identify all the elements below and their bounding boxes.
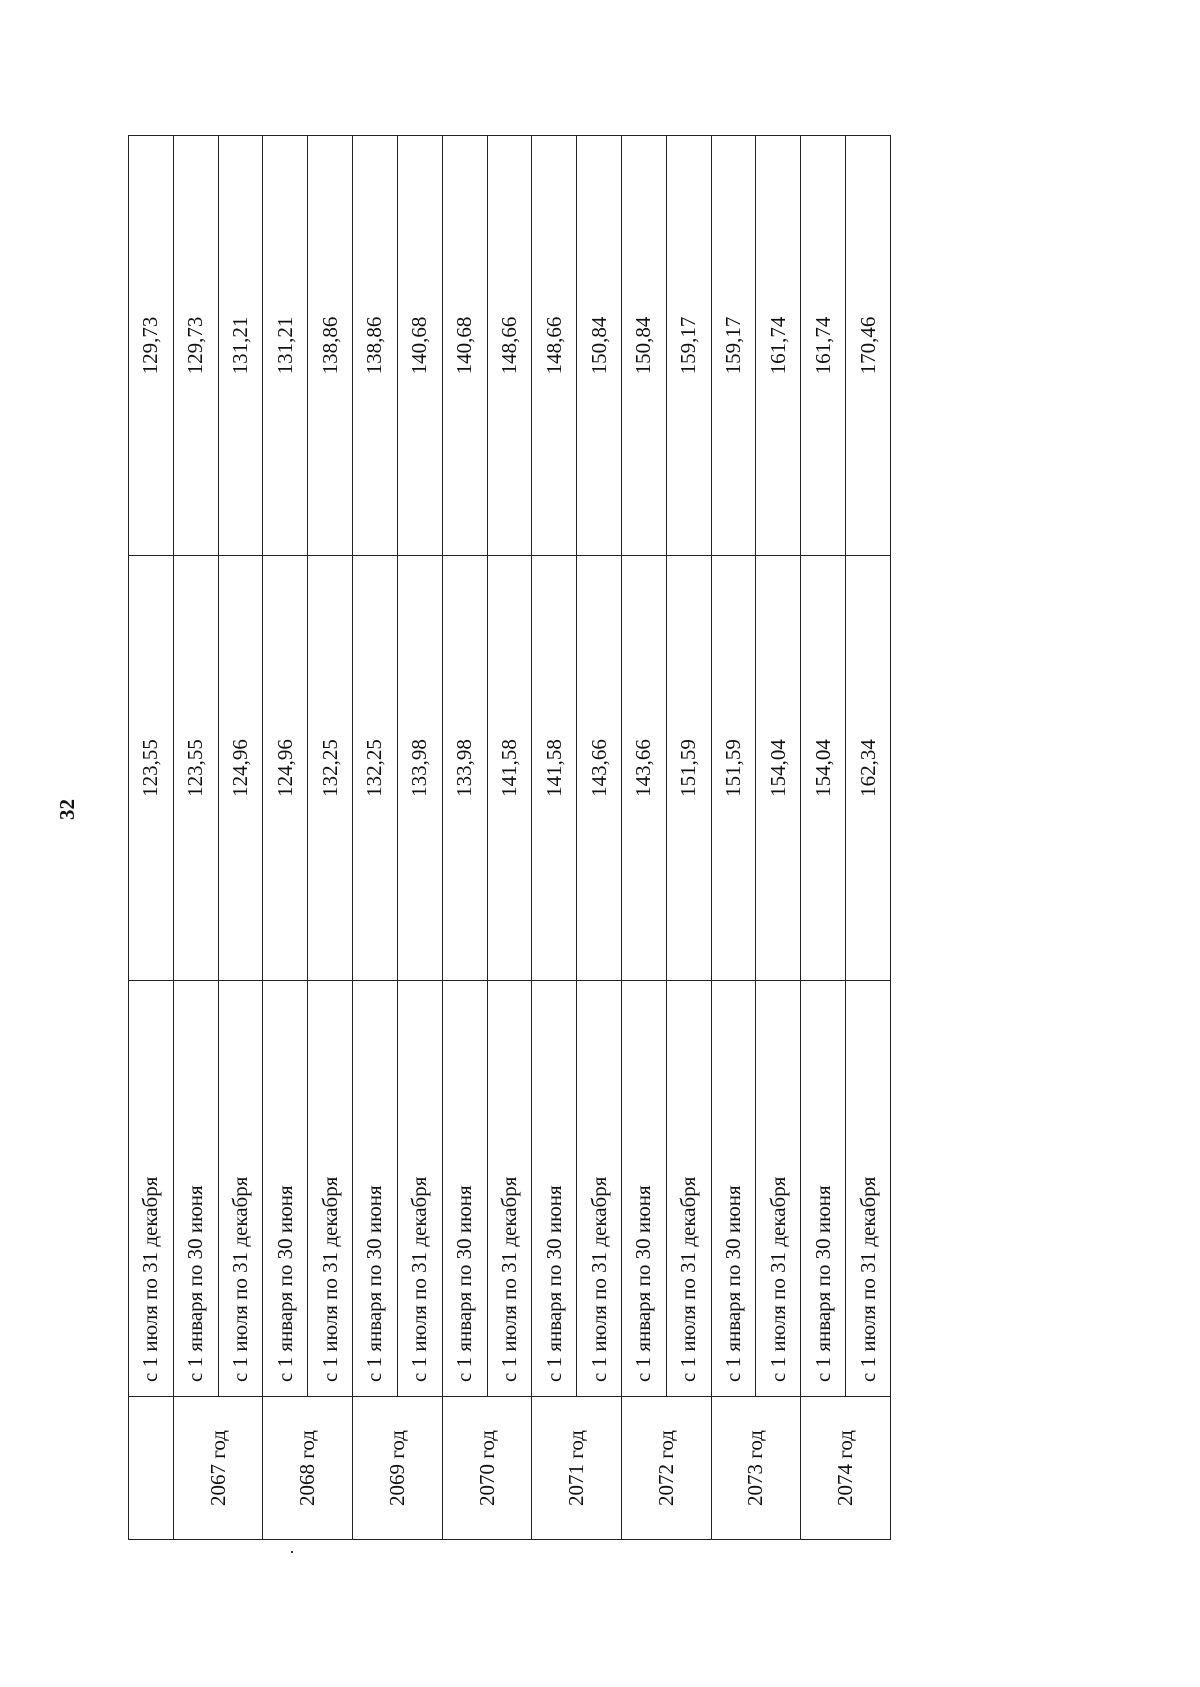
- table-row: [577, 136, 622, 1540]
- year-cell: 2074 год: [801, 1397, 891, 1540]
- value-cell: 123,55: [173, 556, 218, 981]
- value-cell: 129,73: [173, 136, 218, 556]
- period-cell: с 1 июля по 31 декабря: [846, 981, 891, 1397]
- table-row: [621, 136, 666, 1540]
- period-cell: с 1 января по 30 июня: [173, 981, 218, 1397]
- value-cell: 159,17: [666, 136, 711, 556]
- value-cell: 138,86: [353, 136, 398, 556]
- value-cell: 159,17: [711, 136, 756, 556]
- value-cell: 141,58: [487, 556, 532, 981]
- value-cell: 151,59: [666, 556, 711, 981]
- period-cell: с 1 января по 30 июня: [621, 981, 666, 1397]
- rates-table: [128, 135, 891, 1540]
- table-row: [487, 136, 532, 1540]
- value-cell: 131,21: [263, 136, 308, 556]
- value-cell: 138,86: [308, 136, 353, 556]
- table-row: [666, 136, 711, 1540]
- table-row: [442, 136, 487, 1540]
- value-cell: 161,74: [801, 136, 846, 556]
- value-cell: 143,66: [577, 556, 622, 981]
- period-cell: с 1 января по 30 июня: [353, 981, 398, 1397]
- table-row: [711, 136, 756, 1540]
- year-cell: 2071 год: [532, 1397, 622, 1540]
- year-cell: 2069 год: [353, 1397, 443, 1540]
- value-cell: 132,25: [353, 556, 398, 981]
- value-cell: 140,68: [442, 136, 487, 556]
- rates-table-container: [128, 136, 891, 1540]
- value-cell: 150,84: [621, 136, 666, 556]
- value-cell: 170,46: [846, 136, 891, 556]
- value-cell: 133,98: [397, 556, 442, 981]
- table-row: [308, 136, 353, 1540]
- period-cell: с 1 июля по 31 декабря: [308, 981, 353, 1397]
- table-row: [173, 136, 218, 1540]
- year-cell: 2068 год: [263, 1397, 353, 1540]
- value-cell: 161,74: [756, 136, 801, 556]
- value-cell: 133,98: [442, 556, 487, 981]
- table-row: [353, 136, 398, 1540]
- table-row: [397, 136, 442, 1540]
- period-cell: с 1 января по 30 июня: [801, 981, 846, 1397]
- value-cell: 148,66: [532, 136, 577, 556]
- table-row: [756, 136, 801, 1540]
- table-row: [218, 136, 263, 1540]
- year-cell: 2073 год: [711, 1397, 801, 1540]
- value-cell: 154,04: [801, 556, 846, 981]
- scan-speck: [291, 1551, 293, 1553]
- value-cell: 131,21: [218, 136, 263, 556]
- table-row: [532, 136, 577, 1540]
- period-cell: с 1 июля по 31 декабря: [129, 981, 174, 1397]
- year-cell: 2072 год: [621, 1397, 711, 1540]
- year-cell: 2067 год: [173, 1397, 263, 1540]
- value-cell: 123,55: [129, 556, 174, 981]
- value-cell: 140,68: [397, 136, 442, 556]
- value-cell: 148,66: [487, 136, 532, 556]
- table-row: [263, 136, 308, 1540]
- period-cell: с 1 января по 30 июня: [711, 981, 756, 1397]
- value-cell: 129,73: [129, 136, 174, 556]
- value-cell: 151,59: [711, 556, 756, 981]
- page-number: 32: [55, 799, 79, 820]
- value-cell: 162,34: [846, 556, 891, 981]
- value-cell: 154,04: [756, 556, 801, 981]
- period-cell: с 1 января по 30 июня: [532, 981, 577, 1397]
- table-row: [846, 136, 891, 1540]
- period-cell: с 1 июля по 31 декабря: [577, 981, 622, 1397]
- year-cell: [129, 1397, 174, 1540]
- period-cell: с 1 июля по 31 декабря: [666, 981, 711, 1397]
- value-cell: 143,66: [621, 556, 666, 981]
- table-row: [801, 136, 846, 1540]
- period-cell: с 1 июля по 31 декабря: [218, 981, 263, 1397]
- period-cell: с 1 января по 30 июня: [442, 981, 487, 1397]
- value-cell: 150,84: [577, 136, 622, 556]
- year-cell: 2070 год: [442, 1397, 532, 1540]
- period-cell: с 1 июля по 31 декабря: [756, 981, 801, 1397]
- value-cell: 124,96: [218, 556, 263, 981]
- value-cell: 141,58: [532, 556, 577, 981]
- period-cell: с 1 июля по 31 декабря: [487, 981, 532, 1397]
- table-row: [129, 136, 174, 1540]
- value-cell: 132,25: [308, 556, 353, 981]
- period-cell: с 1 января по 30 июня: [263, 981, 308, 1397]
- period-cell: с 1 июля по 31 декабря: [397, 981, 442, 1397]
- value-cell: 124,96: [263, 556, 308, 981]
